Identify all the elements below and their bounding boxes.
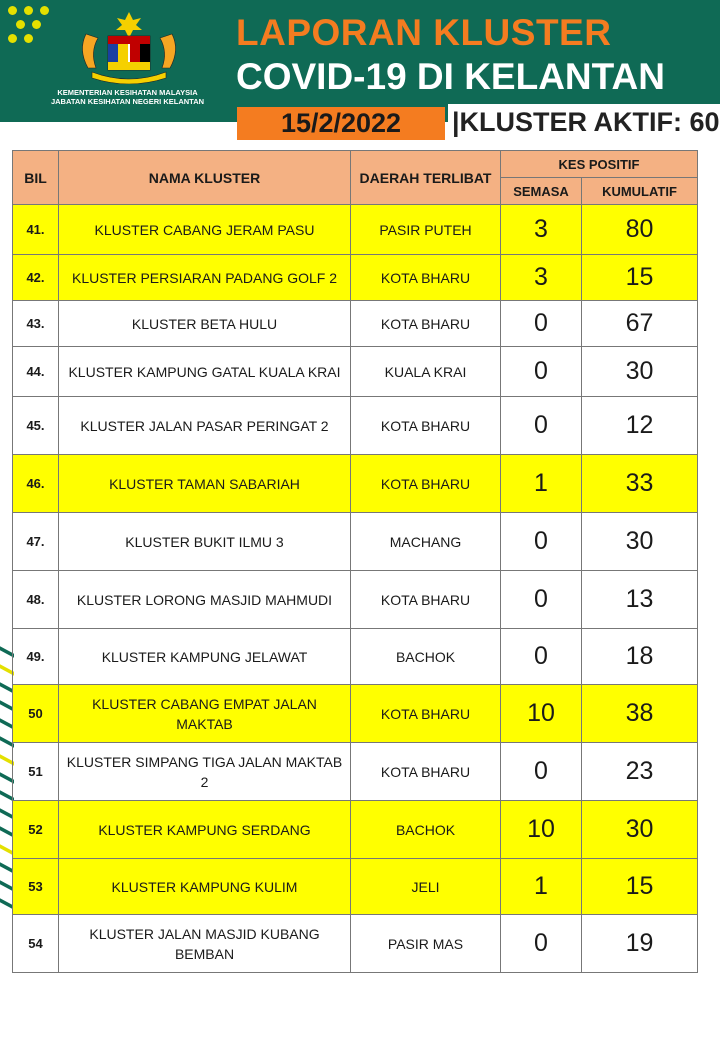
row-number: 53: [13, 859, 59, 915]
agency-name: [20, 88, 235, 106]
current-cases: 1: [501, 859, 582, 915]
table-row: [13, 743, 698, 801]
cluster-name: KLUSTER JALAN MASJID KUBANG BEMBAN: [59, 915, 351, 973]
current-cases: 0: [501, 571, 582, 629]
district: KUALA KRAI: [351, 347, 501, 397]
cluster-name: KLUSTER BETA HULU: [59, 301, 351, 347]
table-row: [13, 915, 698, 973]
table-row: [13, 801, 698, 859]
column-header-cluster-name: NAMA KLUSTER: [59, 151, 351, 205]
table-row: [13, 347, 698, 397]
row-number: 51: [13, 743, 59, 801]
current-cases: 3: [501, 205, 582, 255]
district: KOTA BHARU: [351, 301, 501, 347]
malaysia-coat-of-arms-logo: [74, 10, 184, 84]
cumulative-cases: 30: [582, 513, 698, 571]
cluster-name: KLUSTER KAMPUNG KULIM: [59, 859, 351, 915]
column-header-bil: BIL: [13, 151, 59, 205]
cumulative-cases: 15: [582, 255, 698, 301]
table-row: [13, 629, 698, 685]
current-cases: 3: [501, 255, 582, 301]
agency-line-ministry: KEMENTERIAN KESIHATAN MALAYSIA: [57, 88, 198, 97]
row-number: 46.: [13, 455, 59, 513]
table-row: [13, 859, 698, 915]
agency-line-state-dept: JABATAN KESIHATAN NEGERI KELANTAN: [50, 97, 205, 106]
row-number: 54: [13, 915, 59, 973]
cluster-name: KLUSTER TAMAN SABARIAH: [59, 455, 351, 513]
cumulative-cases: 15: [582, 859, 698, 915]
cumulative-cases: 67: [582, 301, 698, 347]
row-number: 52: [13, 801, 59, 859]
table-row: [13, 205, 698, 255]
cumulative-cases: 30: [582, 801, 698, 859]
report-title: LAPORAN KLUSTER: [236, 12, 612, 53]
cumulative-cases: 19: [582, 915, 698, 973]
column-header-district: DAERAH TERLIBAT: [351, 151, 501, 205]
active-clusters-count: |KLUSTER AKTIF: 60: [448, 104, 720, 140]
district: KOTA BHARU: [351, 743, 501, 801]
column-header-cumulative: KUMULATIF: [582, 178, 698, 205]
district: BACHOK: [351, 629, 501, 685]
current-cases: 0: [501, 301, 582, 347]
table-row: [13, 513, 698, 571]
table-row: [13, 255, 698, 301]
cluster-name: KLUSTER KAMPUNG SERDANG: [59, 801, 351, 859]
row-number: 50: [13, 685, 59, 743]
cumulative-cases: 33: [582, 455, 698, 513]
cluster-name: KLUSTER CABANG JERAM PASU: [59, 205, 351, 255]
cluster-name: KLUSTER CABANG EMPAT JALAN MAKTAB: [59, 685, 351, 743]
district: JELI: [351, 859, 501, 915]
cluster-table: [12, 150, 698, 973]
row-number: 48.: [13, 571, 59, 629]
current-cases: 0: [501, 347, 582, 397]
row-number: 47.: [13, 513, 59, 571]
current-cases: 10: [501, 685, 582, 743]
cluster-name: KLUSTER JALAN PASAR PERINGAT 2: [59, 397, 351, 455]
table-row: [13, 571, 698, 629]
cumulative-cases: 38: [582, 685, 698, 743]
row-number: 41.: [13, 205, 59, 255]
district: PASIR MAS: [351, 915, 501, 973]
district: KOTA BHARU: [351, 455, 501, 513]
report-subtitle: COVID-19 DI KELANTAN: [236, 56, 665, 97]
district: KOTA BHARU: [351, 685, 501, 743]
cluster-table-body: [13, 205, 698, 973]
current-cases: 0: [501, 513, 582, 571]
cumulative-cases: 12: [582, 397, 698, 455]
district: PASIR PUTEH: [351, 205, 501, 255]
cumulative-cases: 23: [582, 743, 698, 801]
cumulative-cases: 13: [582, 571, 698, 629]
cluster-name: KLUSTER BUKIT ILMU 3: [59, 513, 351, 571]
cluster-name: KLUSTER PERSIARAN PADANG GOLF 2: [59, 255, 351, 301]
row-number: 45.: [13, 397, 59, 455]
current-cases: 10: [501, 801, 582, 859]
district: KOTA BHARU: [351, 255, 501, 301]
row-number: 43.: [13, 301, 59, 347]
table-row: [13, 301, 698, 347]
district: KOTA BHARU: [351, 571, 501, 629]
district: MACHANG: [351, 513, 501, 571]
table-row: [13, 455, 698, 513]
district: KOTA BHARU: [351, 397, 501, 455]
row-number: 42.: [13, 255, 59, 301]
cumulative-cases: 30: [582, 347, 698, 397]
cumulative-cases: 18: [582, 629, 698, 685]
report-date: 15/2/2022: [237, 107, 445, 140]
cluster-name: KLUSTER KAMPUNG JELAWAT: [59, 629, 351, 685]
table-row: [13, 397, 698, 455]
current-cases: 1: [501, 455, 582, 513]
cumulative-cases: 80: [582, 205, 698, 255]
current-cases: 0: [501, 629, 582, 685]
district: BACHOK: [351, 801, 501, 859]
cluster-name: KLUSTER LORONG MASJID MAHMUDI: [59, 571, 351, 629]
row-number: 49.: [13, 629, 59, 685]
column-header-current: SEMASA: [501, 178, 582, 205]
cluster-name: KLUSTER KAMPUNG GATAL KUALA KRAI: [59, 347, 351, 397]
column-header-positive-cases: KES POSITIF: [501, 151, 698, 178]
current-cases: 0: [501, 743, 582, 801]
cluster-name: KLUSTER SIMPANG TIGA JALAN MAKTAB 2: [59, 743, 351, 801]
current-cases: 0: [501, 397, 582, 455]
table-row: [13, 685, 698, 743]
row-number: 44.: [13, 347, 59, 397]
current-cases: 0: [501, 915, 582, 973]
